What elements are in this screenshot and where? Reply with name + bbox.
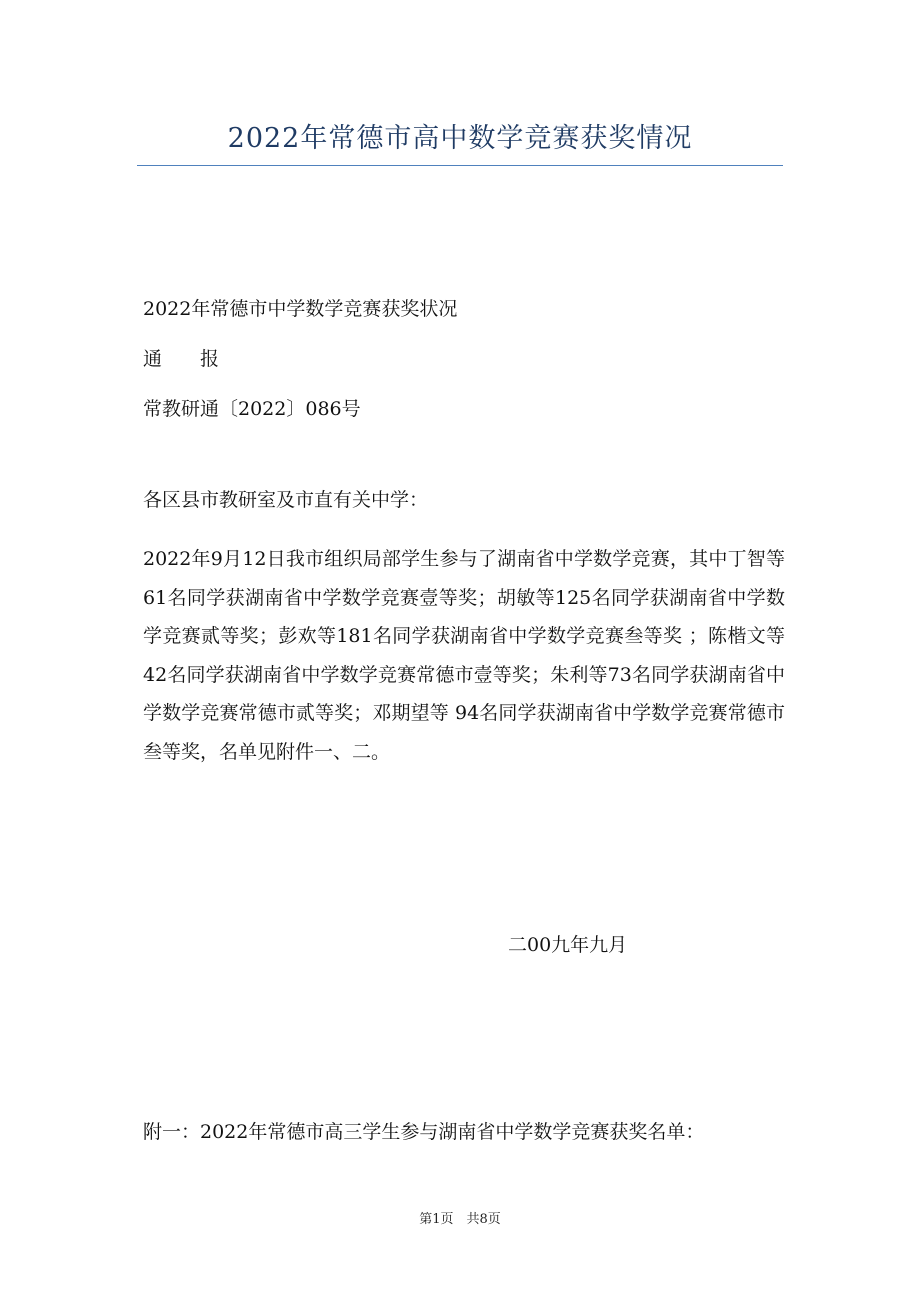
document-title: 2022年常德市高中数学竞赛获奖情况 [227, 123, 693, 154]
page-footer: 第1页 共8页 [419, 1212, 501, 1227]
document-subtitle: 2022年常德市中学数学竞赛获奖状况 [143, 298, 458, 320]
addressee: 各区县市教研室及市直有关中学： [143, 489, 429, 511]
title-divider [137, 165, 783, 166]
body-paragraph: 2022年9月12日我市组织局部学生参与了湖南省中学数学竞赛，其中丁智等 61名同学获湖南省中学数学竞赛壹等奖；胡敏等125名同学获湖南省中学数学竞赛贰等奖；彭欢等181名同学获湖南省中学数学竞赛叁等奖 ；陈楷文等42名同学获湖南省中学数学竞赛常德市壹等奖；朱利等73名同学获湖南省中学数学竞赛常德市贰等奖；邓期望等 94名同学获湖南省中学数学竞赛常德市叁等奖，名单见附件一、二。 [143, 548, 785, 763]
attachment-heading: 附一：2022年常德市高三学生参与湖南省中学数学竞赛获奖名单： [143, 1121, 705, 1143]
document-number: 常教研通〔2022〕086号 [143, 398, 361, 420]
notice-label: 通 报 [143, 348, 220, 370]
document-date: 二00九年九月 [508, 934, 628, 956]
